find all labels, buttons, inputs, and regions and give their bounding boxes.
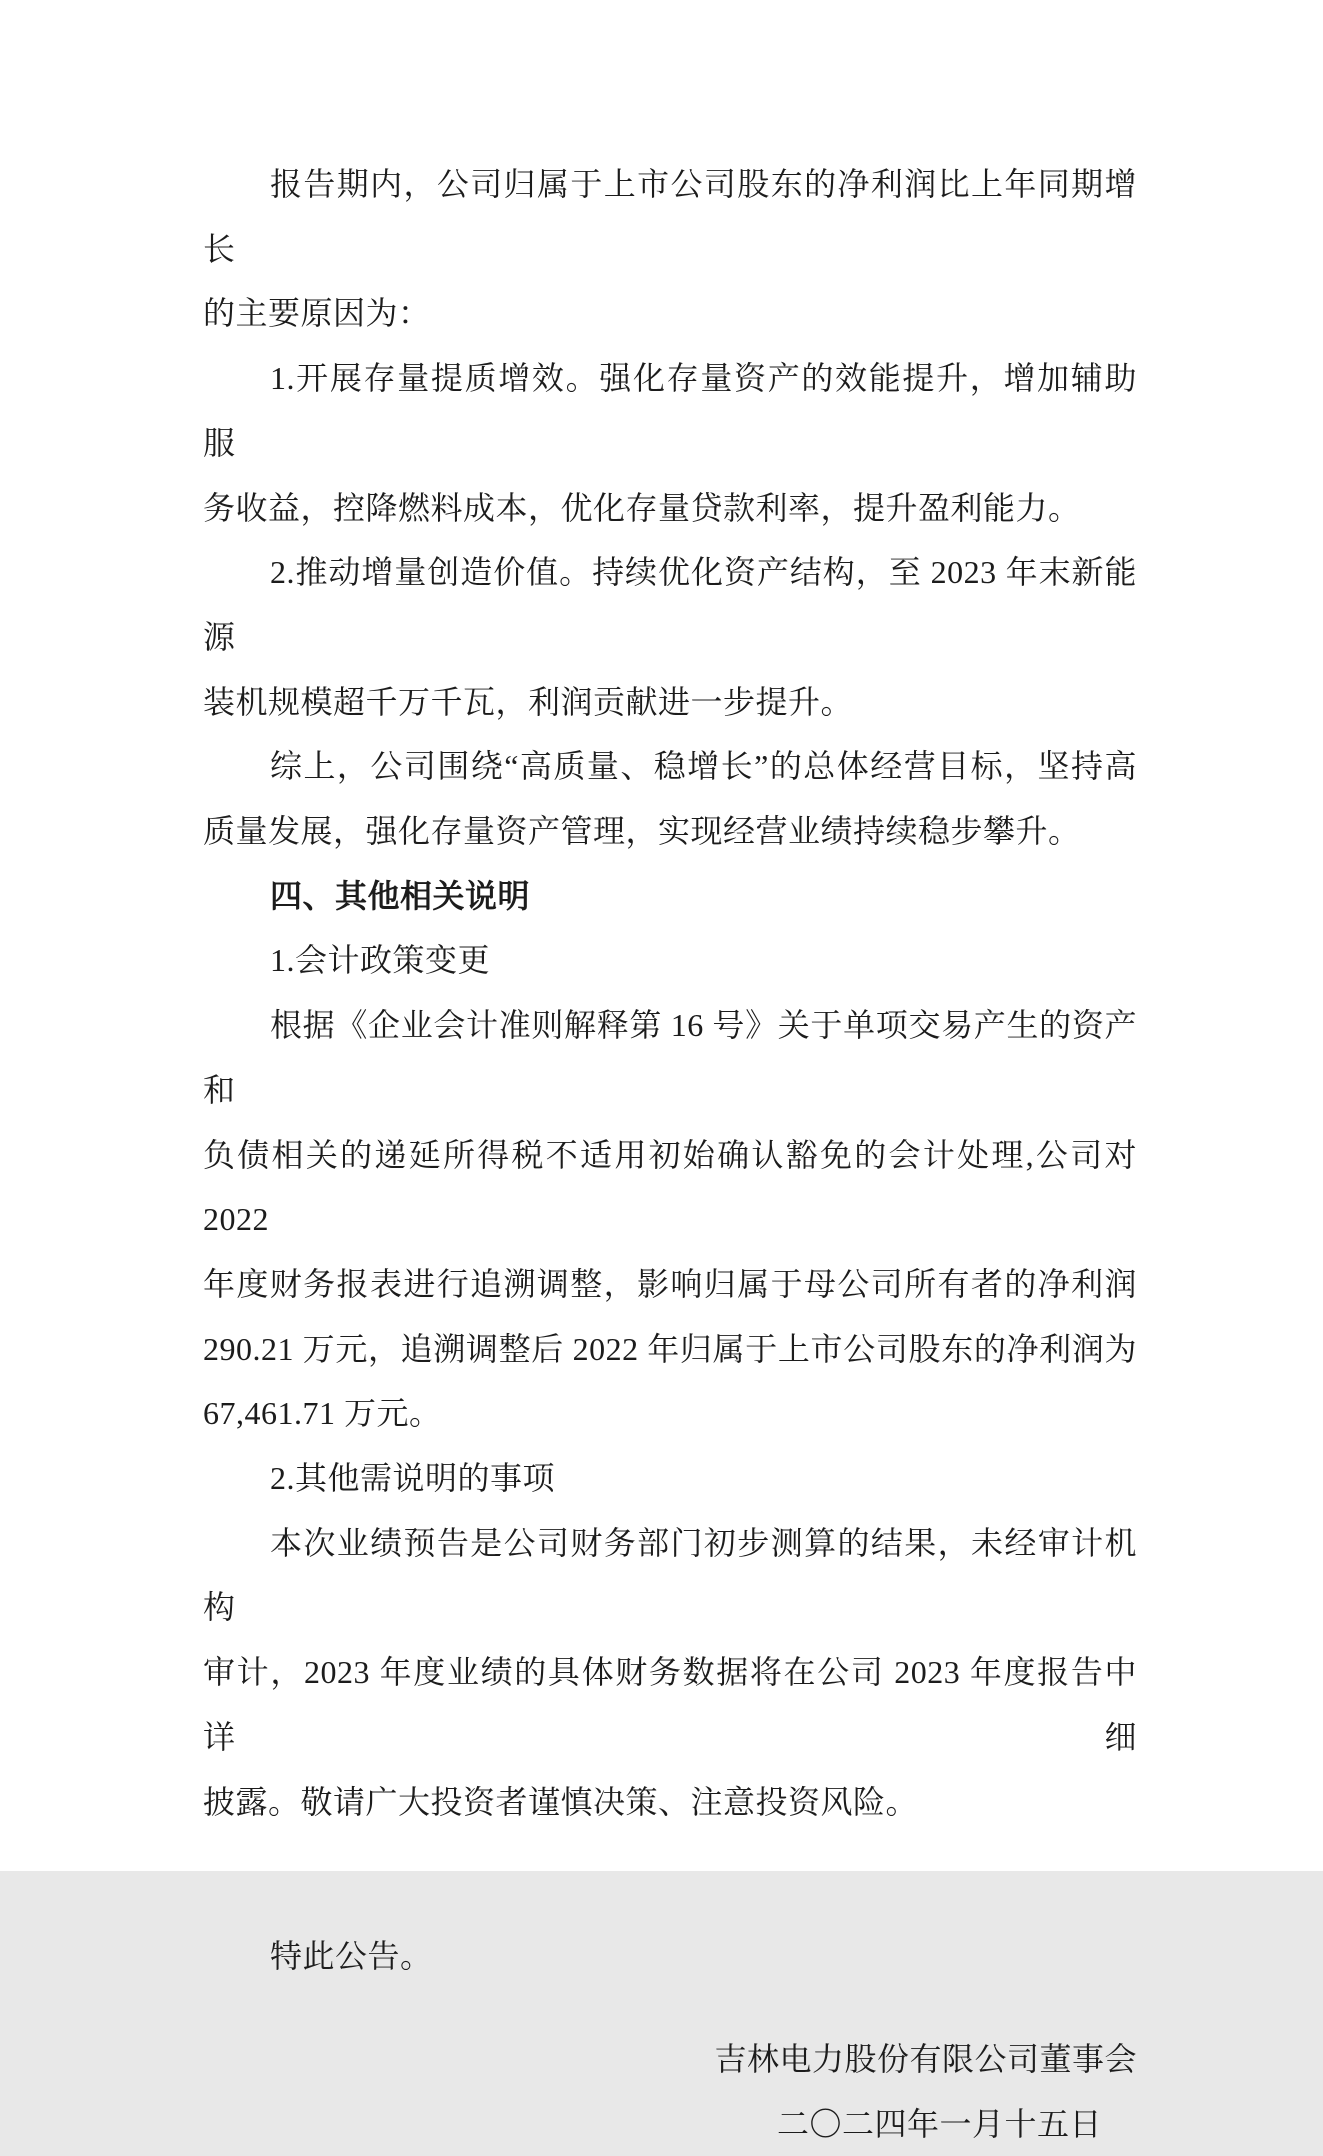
body-line: 年度财务报表进行追溯调整，影响归属于母公司所有者的净利润: [203, 1265, 1137, 1302]
body-line: 报告期内，公司归属于上市公司股东的净利润比上年同期增长: [203, 166, 1137, 267]
signature-date: 二〇二四年一月十五日: [776, 2105, 1102, 2142]
body-line: 负债相关的递延所得税不适用初始确认豁免的会计处理,公司对 2022: [203, 1136, 1137, 1238]
section-heading-line: 四、其他相关说明: [270, 877, 531, 914]
body-line: 2.其他需说明的事项: [270, 1460, 556, 1497]
body-line: 1.会计政策变更: [270, 942, 491, 979]
body-line: 根据《企业会计准则解释第 16 号》关于单项交易产生的资产和: [203, 1007, 1137, 1108]
body-line: 2.推动增量创造价值。持续优化资产结构，至 2023 年末新能源: [203, 554, 1137, 655]
body-line: 290.21 万元，追溯调整后 2022 年归属于上市公司股东的净利润为: [203, 1330, 1137, 1367]
vertical-spacer: [203, 1834, 1137, 1924]
body-line: 本次业绩预告是公司财务部门初步测算的结果，未经审计机构: [203, 1524, 1137, 1626]
announcement-body: [203, 152, 1137, 2156]
body-line: 审计，2023 年度业绩的具体财务数据将在公司 2023 年度报告中详细: [203, 1654, 1137, 1755]
body-line: 综上，公司围绕“高质量、稳增长”的总体经营目标，坚持高: [270, 748, 1137, 785]
body-line: 务收益，控降燃料成本，优化存量贷款利率，提升盈利能力。: [203, 489, 1081, 526]
body-line: 67,461.71 万元。: [203, 1395, 442, 1432]
body-line: 披露。敬请广大投资者谨慎决策、注意投资风险。: [203, 1783, 919, 1820]
body-line: 装机规模超千万千瓦，利润贡献进一步提升。: [203, 683, 854, 720]
closing-line: 特此公告。: [270, 1938, 433, 1975]
body-line: 质量发展，强化存量资产管理，实现经营业绩持续稳步攀升。: [203, 813, 1081, 850]
vertical-spacer: [203, 1989, 1137, 2027]
body-line: 1.开展存量提质增效。强化存量资产的效能提升，增加辅助服: [203, 360, 1137, 461]
body-line: 的主要原因为：: [203, 295, 431, 332]
signature-company: 吉林电力股份有限公司董事会: [714, 2040, 1137, 2077]
